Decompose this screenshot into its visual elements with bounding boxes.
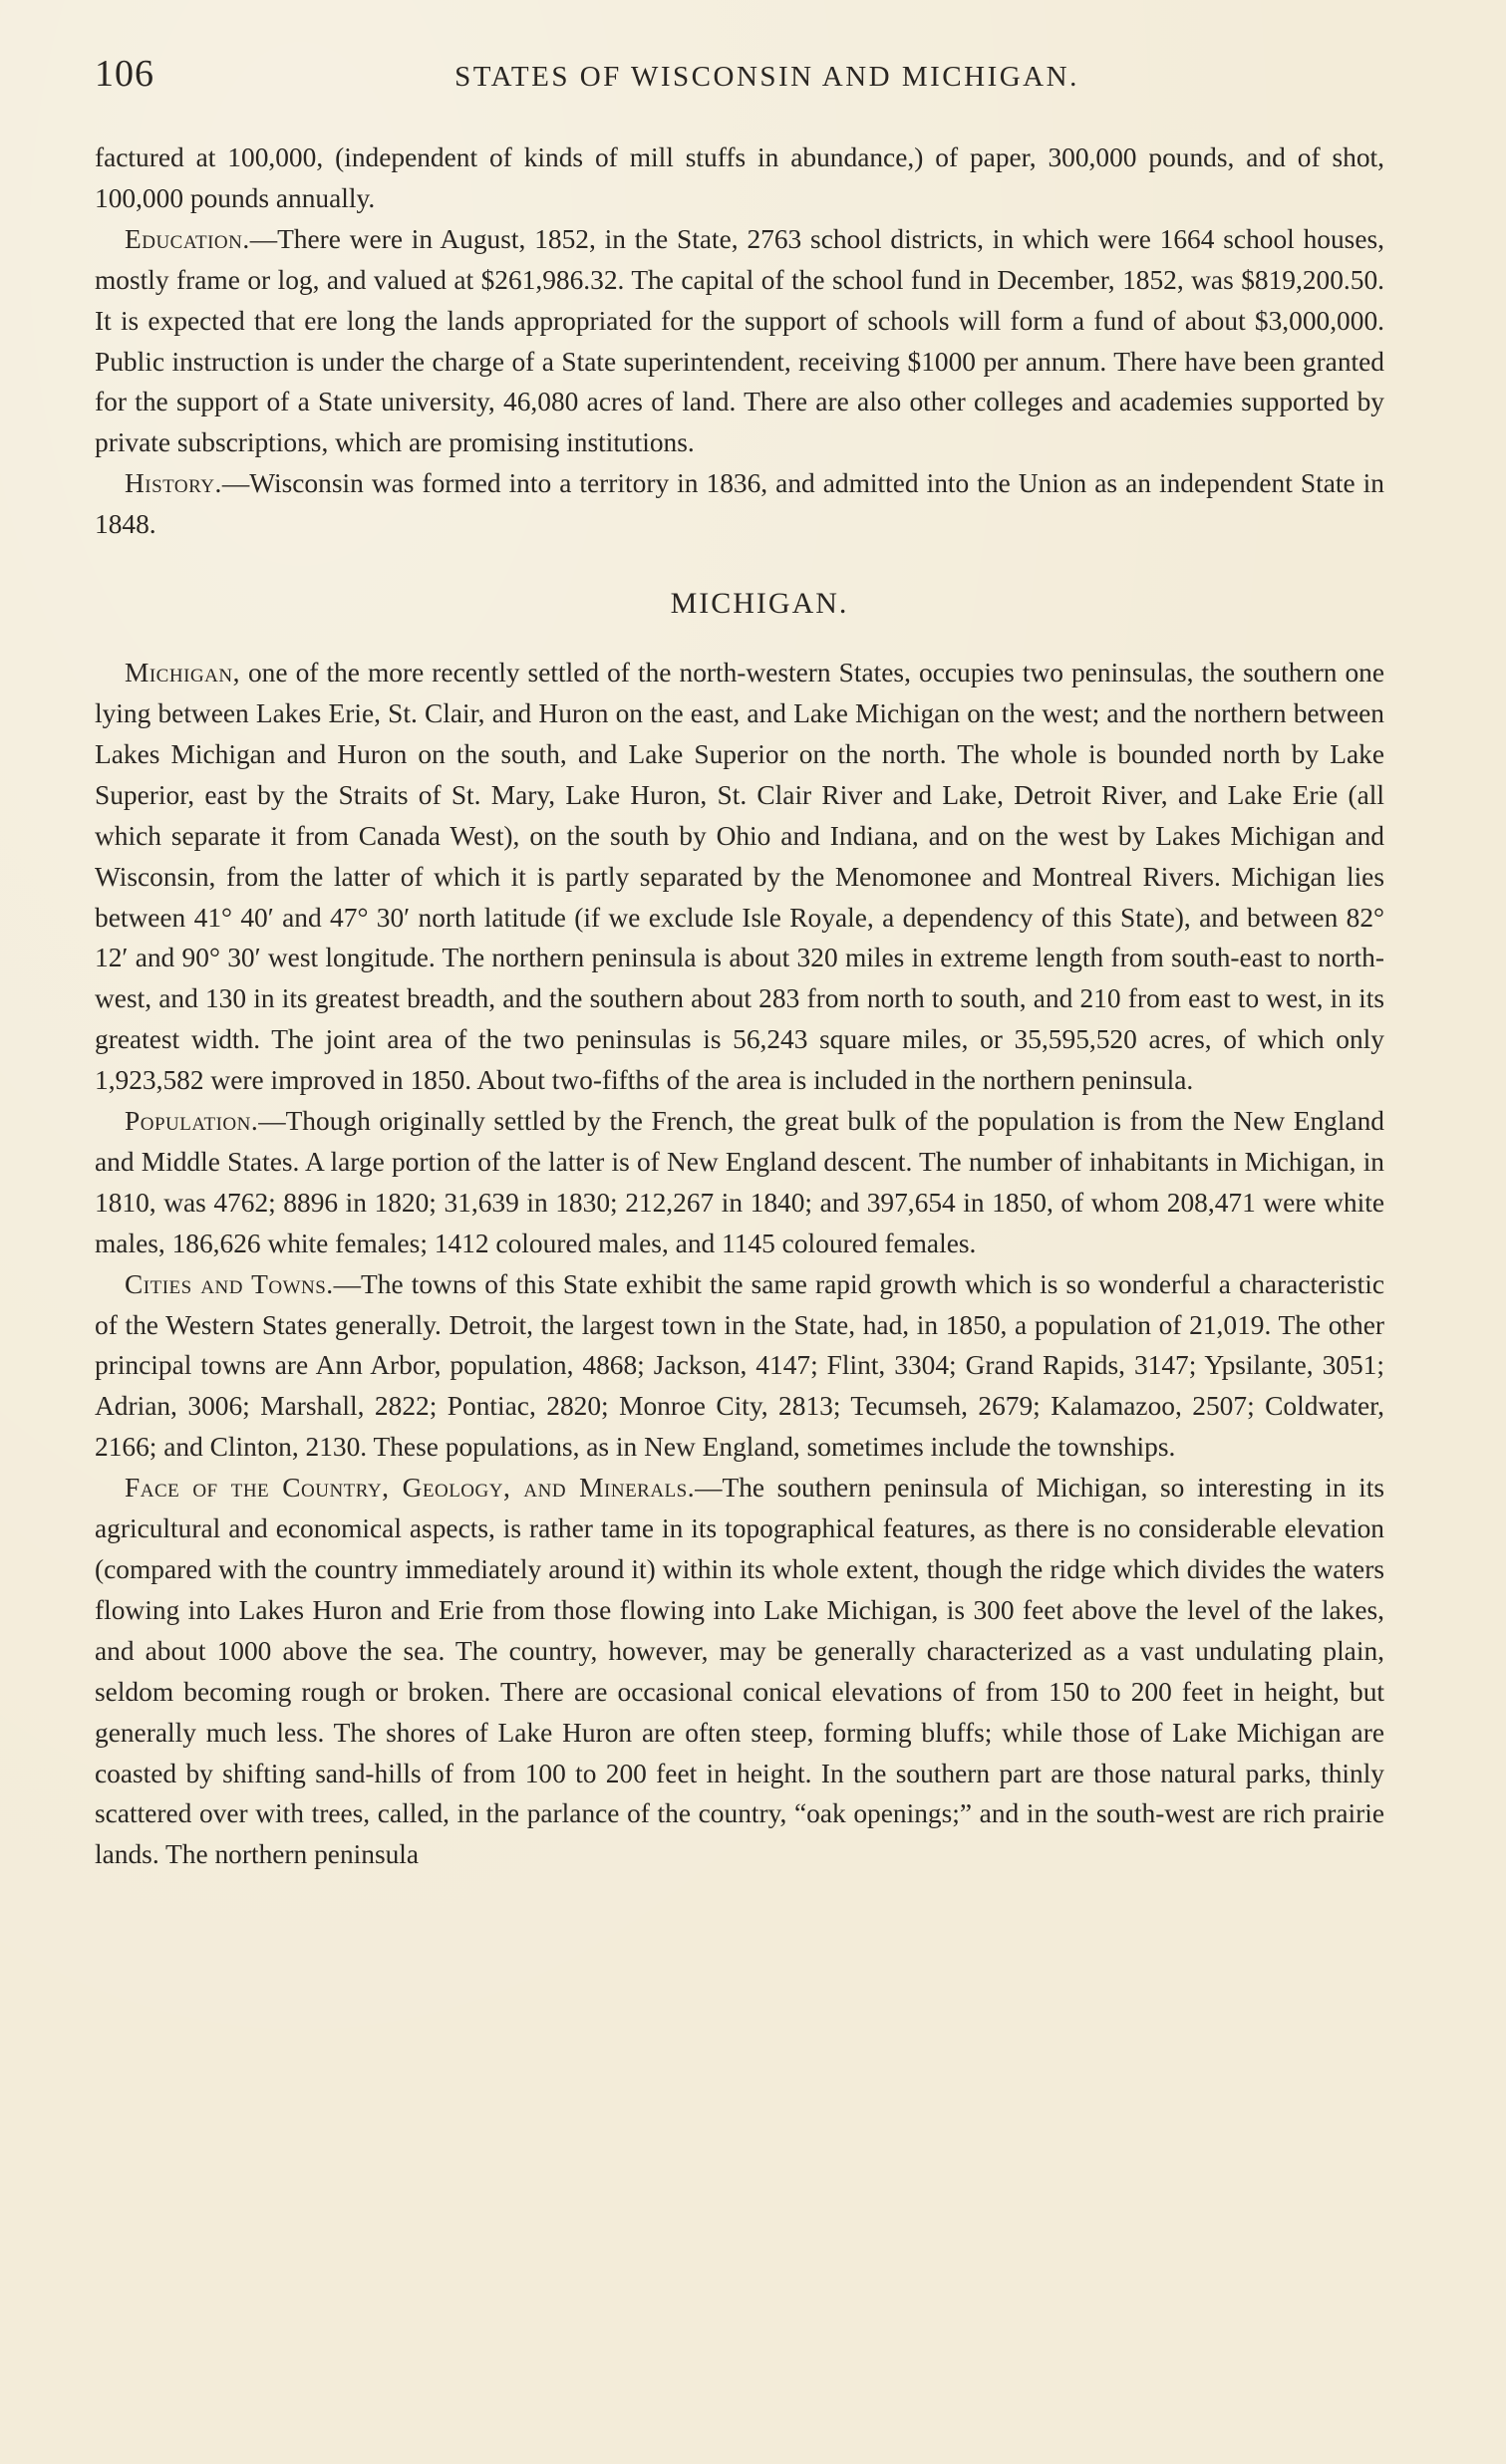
running-title: STATES OF WISCONSIN AND MICHIGAN. xyxy=(454,61,1079,93)
paragraph-lead: Population. xyxy=(125,1106,259,1137)
paragraph-text: —The southern peninsula of Michigan, so interesting in its agricultural and economical aspects, is rather tame in its topographical features, as there is no considerable elevation (compared with the country immediately around it) within its whole extent, though the ridge which divides the waters flowing into Lakes Huron and Erie from those flowing into Lake Michigan, is 300 feet above the level of the lakes, and about 1000 above the sea. The country, however, may be generally characterized as a vast undulating plain, seldom becoming rough or broken. There are occasional conical elevations of from 150 to 200 feet in height, but generally much less. The shores of Lake Huron are often steep, forming bluffs; while those of Lake Michigan are coasted by shifting sand-hills of from 100 to 200 feet in height. In the southern part are those natural parks, thinly scattered over with trees, called, in the parlance of the country, “oak openings;” and in the south-west are rich prairie lands. The northern peninsula xyxy=(95,1473,1384,1870)
paragraph-text: one of the more recently settled of the north-western States, occupies two peninsulas, the southern one lying between Lakes Erie, St. Clair, and Huron on the east, and Lake Michigan on the west; and the northern between Lakes Michigan and Huron on the south, and Lake Superior on the north. The whole is bounded north by Lake Superior, east by the Straits of St. Mary, Lake Huron, St. Clair River and Lake, Detroit River, and Lake Erie (all which separate it from Canada West), on the south by Ohio and Indiana, and on the west by Lakes Michigan and Wisconsin, from the latter of which it is partly separated by the Menomonee and Montreal Rivers. Michigan lies between 41° 40′ and 47° 30′ north latitude (if we exclude Isle Royale, a dependency of this State), and between 82° 12′ and 90° 30′ west longitude. The northern peninsula is about 320 miles in extreme length from south-east to north-west, and 130 in its greatest breadth, and the southern about 283 from north to south, and 210 from east to west, in its greatest width. The joint area of the two peninsulas is 56,243 square miles, or 35,595,520 acres, of which only 1,923,582 were improved in 1850. About two-fifths of the area is included in the northern peninsula. xyxy=(95,658,1384,1096)
running-header xyxy=(95,52,1384,114)
paragraph-lead: History. xyxy=(125,468,222,499)
paragraph-lead: Education. xyxy=(125,223,250,254)
paragraph-text: —Though originally settled by the French, the great bulk of the population is from the New England and Middle States. A large portion of the latter is of New England descent. The number of inhabitants in Michigan, in 1810, was 4762; 8896 in 1820; 31,639 in 1830; 212,267 in 1840; and 397,654 in 1850, of whom 208,471 were white males, 186,626 white females; 1412 coloured males, and 1145 coloured females. xyxy=(95,1106,1384,1258)
paragraph-text: factured at 100,000, (independent of kinds of mill stuffs in abundance,) of paper, 300,000 pounds, and of shot, 100,000 pounds annually. xyxy=(95,142,1384,213)
paragraph-text: —Wisconsin was formed into a territory in 1836, and admitted into the Union as an independent State in 1848. xyxy=(95,468,1384,540)
paragraph-manufactures-continued xyxy=(95,137,1384,219)
paragraph-text: —The towns of this State exhibit the same rapid growth which is so wonderful a characteristic of the Western States generally. Detroit, the largest town in the State, had, in 1850, a population of 21,019. The other principal towns are Ann Arbor, population, 4868; Jackson, 4147; Flint, 3304; Grand Rapids, 3147; Ypsilante, 3051; Adrian, 3006; Marshall, 2822; Pontiac, 2820; Monroe City, 2813; Tecumseh, 2679; Kalamazoo, 2507; Coldwater, 2166; and Clinton, 2130. These populations, as in New England, sometimes include the townships. xyxy=(95,1268,1384,1463)
paragraph-history xyxy=(95,463,1384,545)
section-heading-michigan: MICHIGAN. xyxy=(670,587,849,621)
page-number: 106 xyxy=(95,53,154,95)
paragraph-lead: Face of the Country, Geology, and Minerals. xyxy=(125,1473,696,1504)
paragraph-education xyxy=(95,219,1384,463)
paragraph-face-of-country xyxy=(95,1468,1384,1875)
paragraph-lead: Cities and Towns. xyxy=(125,1268,334,1299)
paragraph-population xyxy=(95,1101,1384,1264)
paragraph-cities-and-towns xyxy=(95,1264,1384,1469)
paragraph-lead: Michigan, xyxy=(125,658,240,688)
paragraph-text: —There were in August, 1852, in the State, 2763 school districts, in which were 1664 school houses, mostly frame or log, and valued at $261,986.32. The capital of the school fund in December, 1852, was $819,200.50. It is expected that ere long the lands appropriated for the support of schools will form a fund of about $3,000,000. Public instruction is under the charge of a State superintendent, receiving $1000 per annum. There have been granted for the support of a State university, 46,080 acres of land. There are also other colleges and academies supported by private subscriptions, which are promising institutions. xyxy=(95,223,1384,458)
paragraph-michigan-intro xyxy=(95,653,1384,1101)
